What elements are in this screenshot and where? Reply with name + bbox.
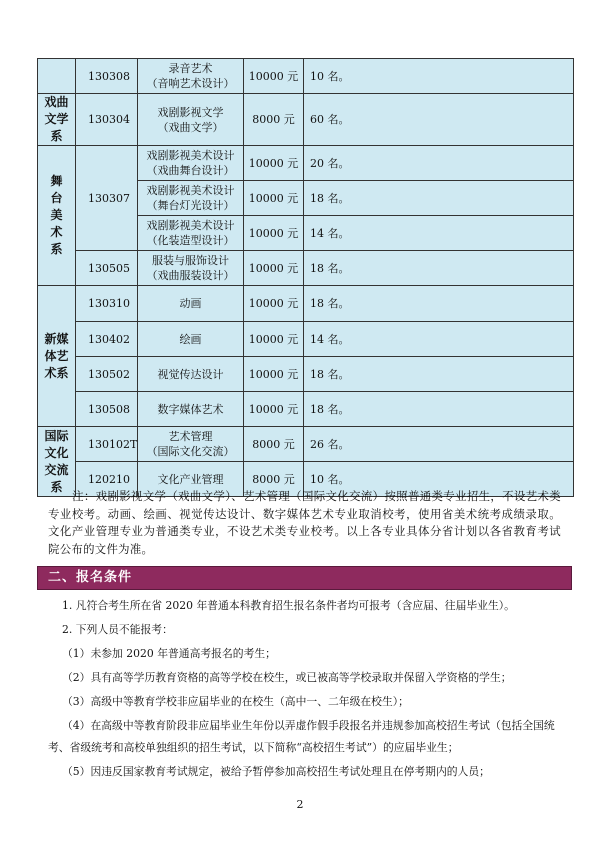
major-name: 视觉传达设计 <box>138 357 244 392</box>
major-name: 绘画 <box>138 322 244 357</box>
table-row <box>38 94 574 146</box>
paragraph: 考、省级统考和高校单独组织的招生考试，以下简称“高校招生考试”）的应届毕业生； <box>48 741 459 754</box>
enrollment-quota: 10 名。 <box>304 462 574 497</box>
dept-cell-continued <box>38 59 76 94</box>
paragraph: （2）具有高等学历教育资格的高等学校在校生，或已被高等学校录取并保留入学资格的学生； <box>62 671 512 684</box>
paragraph: 1. 凡符合考生所在省 2020 年普通本科教育招生报名条件者均可报考（含应届、往届毕业生）。 <box>62 599 515 612</box>
tuition-fee: 10000 元 <box>244 59 304 94</box>
tuition-fee: 10000 元 <box>244 286 304 322</box>
major-code: 130505 <box>76 251 138 286</box>
paragraph: （1）未参加 2020 年普通高考报名的考生； <box>62 647 276 660</box>
major-name: 戏剧影视美术设计 （化装造型设计） <box>138 216 244 251</box>
major-name: 艺术管理 （国际文化交流） <box>138 427 244 462</box>
tuition-fee: 10000 元 <box>244 181 304 216</box>
enrollment-quota: 18 名。 <box>304 286 574 322</box>
enrollment-quota: 26 名。 <box>304 427 574 462</box>
tuition-fee: 10000 元 <box>244 322 304 357</box>
tuition-fee: 10000 元 <box>244 216 304 251</box>
paragraph: （3）高级中等教育学校非应届毕业的在校生（高中一、二年级在校生）； <box>62 695 409 708</box>
table-row <box>38 251 574 286</box>
enrollment-quota: 18 名。 <box>304 181 574 216</box>
table-row <box>38 322 574 357</box>
major-code: 130508 <box>76 392 138 427</box>
tuition-fee: 8000 元 <box>244 427 304 462</box>
major-code: 130310 <box>76 286 138 322</box>
enrollment-quota: 18 名。 <box>304 392 574 427</box>
major-name: 录音艺术 （音响艺术设计） <box>138 59 244 94</box>
table-note: 注：戏剧影视文学（戏曲文学）、艺术管理（国际文化交流）按照普通类专业招生，不设艺术类专业校考。动画、绘画、视觉传达设计、数字媒体艺术专业取消校考，使用省美术统考成绩录取。文化产业管理专业为普通类专业，不设艺术类专业校考。以上各专业具体分省计划以各省教育考试院公布的文件为准。 <box>48 489 561 556</box>
enrollment-quota: 20 名。 <box>304 146 574 181</box>
page-number: 2 <box>296 798 304 811</box>
tuition-fee: 8000 元 <box>244 462 304 497</box>
section-heading: 二、报名条件 <box>37 566 572 590</box>
department-name: 戏曲 文学 系 <box>38 94 76 146</box>
tuition-fee: 10000 元 <box>244 392 304 427</box>
department-name: 国际 文化 交流 系 <box>38 427 76 497</box>
table-row <box>38 427 574 462</box>
tuition-fee: 8000 元 <box>244 94 304 146</box>
major-name: 动画 <box>138 286 244 322</box>
tuition-fee: 10000 元 <box>244 146 304 181</box>
department-name: 新媒 体艺 术系 <box>38 286 76 427</box>
paragraph: （5）因违反国家教育考试规定，被给予暂停参加高校招生考试处理且在停考期内的人员； <box>62 765 490 778</box>
department-name: 舞 台 美 术 系 <box>38 146 76 286</box>
major-code: 130308 <box>76 59 138 94</box>
major-name: 服装与服饰设计 （戏曲服装设计） <box>138 251 244 286</box>
major-table <box>37 58 574 497</box>
major-name: 文化产业管理 <box>138 462 244 497</box>
major-name: 戏剧影视文学 （戏曲文学） <box>138 94 244 146</box>
enrollment-quota: 10 名。 <box>304 59 574 94</box>
major-code: 130304 <box>76 94 138 146</box>
table-row <box>38 286 574 322</box>
tuition-fee: 10000 元 <box>244 251 304 286</box>
paragraph: （4）在高级中等教育阶段非应届毕业生年份以弄虚作假手段报名并违规参加高校招生考试（包括全国统 <box>62 719 555 732</box>
paragraph: 2. 下列人员不能报考： <box>62 623 173 636</box>
enrollment-quota: 18 名。 <box>304 251 574 286</box>
table-row <box>38 392 574 427</box>
table-row <box>38 146 574 181</box>
enrollment-quota: 14 名。 <box>304 322 574 357</box>
enrollment-quota: 60 名。 <box>304 94 574 146</box>
enrollment-quota: 18 名。 <box>304 357 574 392</box>
major-code: 130502 <box>76 357 138 392</box>
table-row <box>38 357 574 392</box>
major-code: 130307 <box>76 146 138 251</box>
major-code: 120210 <box>76 462 138 497</box>
table-row <box>38 59 574 94</box>
tuition-fee: 10000 元 <box>244 357 304 392</box>
major-name: 数字媒体艺术 <box>138 392 244 427</box>
major-name: 戏剧影视美术设计 （舞台灯光设计） <box>138 181 244 216</box>
major-name: 戏剧影视美术设计 （戏曲舞台设计） <box>138 146 244 181</box>
enrollment-quota: 14 名。 <box>304 216 574 251</box>
major-code: 130402 <box>76 322 138 357</box>
major-code: 130102T <box>76 427 138 462</box>
